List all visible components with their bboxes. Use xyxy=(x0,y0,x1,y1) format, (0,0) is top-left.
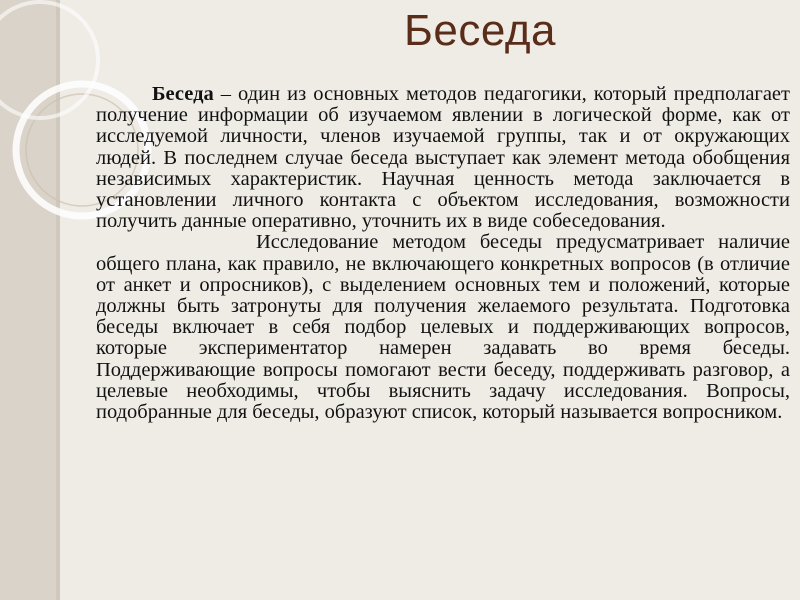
left-decor-band xyxy=(0,0,56,600)
paragraph-definition xyxy=(96,84,790,232)
left-decor-band-shade xyxy=(56,0,60,600)
slide-title: Беседа xyxy=(404,6,556,55)
paragraph-method: Исследование методом беседы предусматривает наличие общего плана, как правило, не включающего конкретных вопросов (в отличие от анкет и опросников), с выделением основных тем и положений, которые должны быть затронуты для получения желаемого результата. Подготовка беседы включает в себя подбор целевых и поддерживающих вопросов, которые экспериментатор намерен задавать во время беседы. Поддерживающие вопросы помогают вести беседу, поддерживать разговор, а целевые необходимы, чтобы выяснить задачу исследования. Вопросы, подобранные для беседы, образуют список, который называется вопросником. xyxy=(96,231,790,424)
slide-body xyxy=(96,84,790,423)
definition-text: – один из основных методов педагогики, который предполагает получение информации об изучаемом явлении в логической форме, как от исследуемой личности, членов изучаемой группы, так и от окружающих людей. В последнем случае беседа выступает как элемент метода обобщения независимых характеристик. Научная ценность метода заключается в установлении личного контакта с объектом исследования, возможности получить данные оперативно, уточнить их в виде собеседования. xyxy=(96,83,790,233)
term-beseda: Беседа xyxy=(152,83,214,105)
